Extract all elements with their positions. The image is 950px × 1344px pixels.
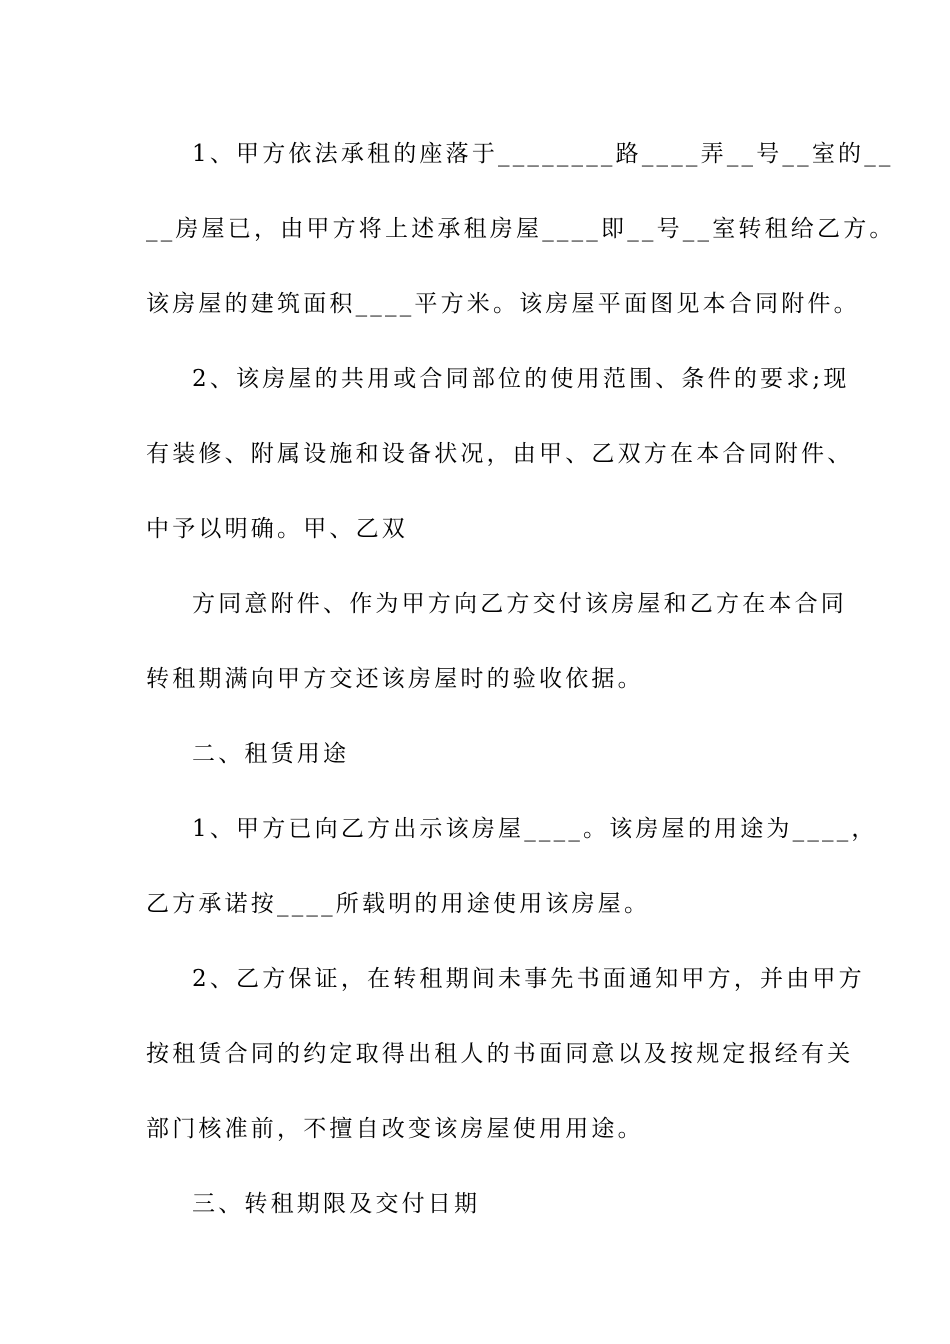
- clause-2-line-3: 中予以明确。甲、乙双: [146, 516, 408, 542]
- use-clause-2-line-3: 部门核准前，不擅自改变该房屋使用用途。: [146, 1116, 644, 1142]
- clause-2-line-2: 有装修、附属设施和设备状况，由甲、乙双方在本合同附件、: [146, 441, 854, 467]
- clause-2-cont-line-1: 方同意附件、作为甲方向乙方交付该房屋和乙方在本合同: [192, 591, 847, 617]
- clause-1-line-3: 该房屋的建筑面积____平方米。该房屋平面图见本合同附件。: [146, 291, 860, 317]
- section-heading-rental-use: 二、租赁用途: [192, 741, 350, 767]
- clause-2-line-1: 2、该房屋的共用或合同部位的使用范围、条件的要求;现: [192, 366, 850, 392]
- use-clause-2-line-1: 2、乙方保证，在转租期间未事先书面通知甲方，并由甲方: [192, 966, 865, 992]
- clause-1-line-1: 1、甲方依法承租的座落于________路____弄__号__室的__: [192, 141, 894, 167]
- clause-1-line-2: __房屋已，由甲方将上述承租房屋____即__号__室转租给乙方。: [146, 216, 896, 242]
- use-clause-2-line-2: 按租赁合同的约定取得出租人的书面同意以及按规定报经有关: [146, 1041, 854, 1067]
- section-heading-term-delivery: 三、转租期限及交付日期: [192, 1191, 481, 1217]
- clause-2-cont-line-2: 转租期满向甲方交还该房屋时的验收依据。: [146, 666, 644, 692]
- use-clause-1-line-1: 1、甲方已向乙方出示该房屋____。该房屋的用途为____，: [192, 816, 878, 842]
- use-clause-1-line-2: 乙方承诺按____所载明的用途使用该房屋。: [146, 891, 651, 917]
